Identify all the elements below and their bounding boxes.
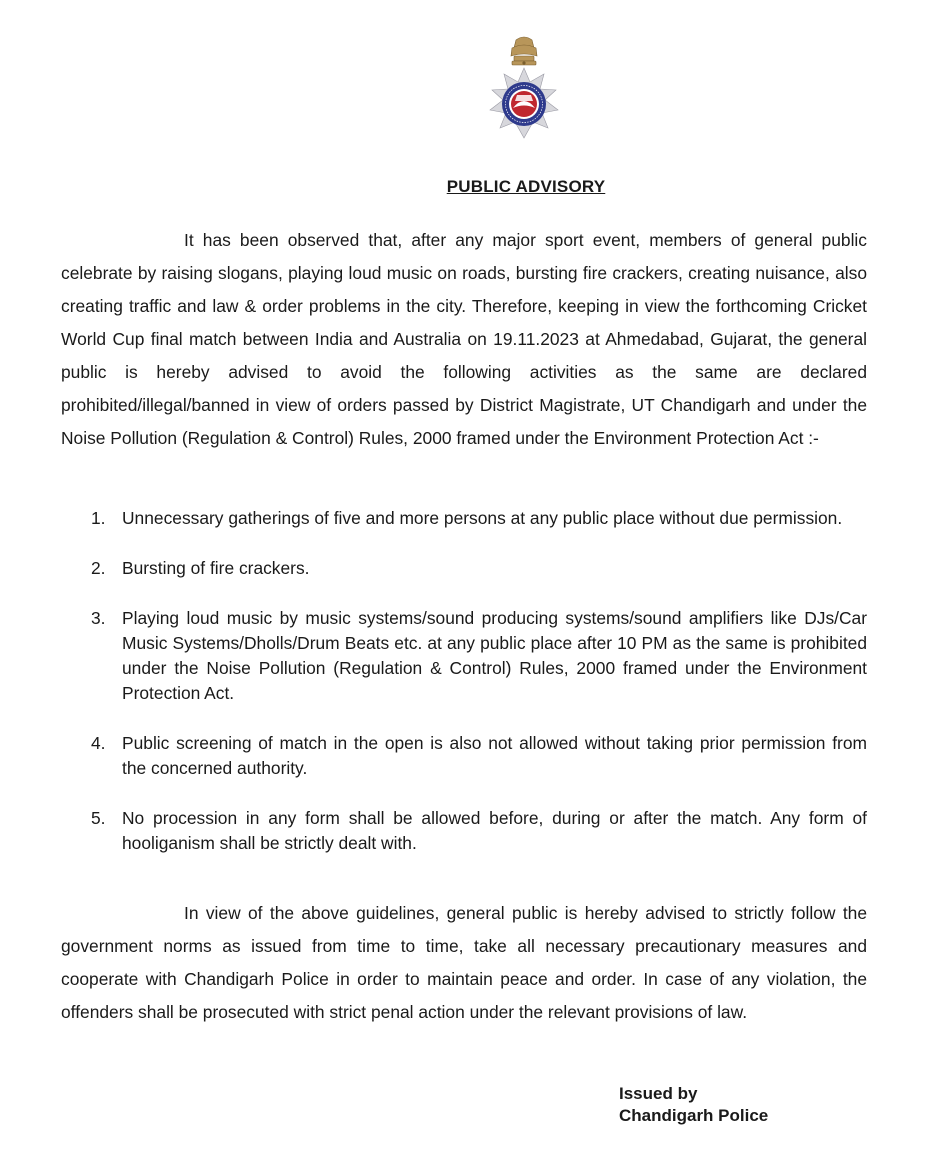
list-item-text: Unnecessary gatherings of five and more persons at any public place without due permission. bbox=[122, 508, 843, 528]
list-item bbox=[61, 506, 867, 531]
issuer-name: Chandigarh Police bbox=[619, 1106, 769, 1125]
intro-paragraph: It has been observed that, after any major sport event, members of general public celebrate by raising slogans, playing loud music on roads, bursting fire crackers, creating nuisance, also creating traffic and law & order problems in the city. Therefore, keeping in view the forthcoming Cricket World Cup final match between India and Australia on 19.11.2023 at Ahmedabad, Gujarat, the general public is hereby advised to avoid the following activities as the same are declared prohibited/illegal/banned in view of orders passed by District Magistrate, UT Chandigarh and under the Noise Pollution (Regulation & Control) Rules, 2000 framed under the Environment Protection Act :- bbox=[61, 230, 867, 448]
list-item bbox=[61, 606, 867, 706]
signoff-block bbox=[619, 1083, 768, 1127]
list-item-text: Bursting of fire crackers. bbox=[122, 558, 310, 578]
conclusion-paragraph: In view of the above guidelines, general public is hereby advised to strictly follow the government norms as issued from time to time, take all necessary precautionary measures and cooperate with Chandigarh Police in order to maintain peace and order. In case of any violation, the offenders shall be prosecuted with strict penal action under the relevant provisions of law. bbox=[61, 903, 867, 1022]
list-item-text: Public screening of match in the open is also not allowed without taking prior permission from the concerned authority. bbox=[122, 733, 867, 778]
list-item bbox=[61, 731, 867, 781]
list-item bbox=[61, 806, 867, 856]
list-item-text: No procession in any form shall be allowed before, during or after the match. Any form of hooliganism shall be strictly dealt with. bbox=[122, 808, 867, 853]
list-item-text: Playing loud music by music systems/sound producing systems/sound amplifiers like DJs/Car Music Systems/Dholls/Drum Beats etc. at any public place after 10 PM as the same is prohibited under the Noise Pollution (Regulation & Control) Rules, 2000 framed under the Environment Protection Act. bbox=[122, 608, 867, 703]
list-item-number: 4. bbox=[91, 733, 106, 753]
list-item bbox=[61, 556, 867, 581]
page-title: PUBLIC ADVISORY bbox=[446, 177, 606, 196]
prohibited-activities-list bbox=[61, 506, 867, 881]
list-item-number: 3. bbox=[91, 608, 106, 628]
list-item-number: 5. bbox=[91, 808, 106, 828]
chandigarh-police-emblem-icon bbox=[486, 36, 562, 140]
list-item-number: 2. bbox=[91, 558, 106, 578]
list-item-number: 1. bbox=[91, 508, 106, 528]
issued-by-label: Issued by bbox=[619, 1084, 698, 1103]
